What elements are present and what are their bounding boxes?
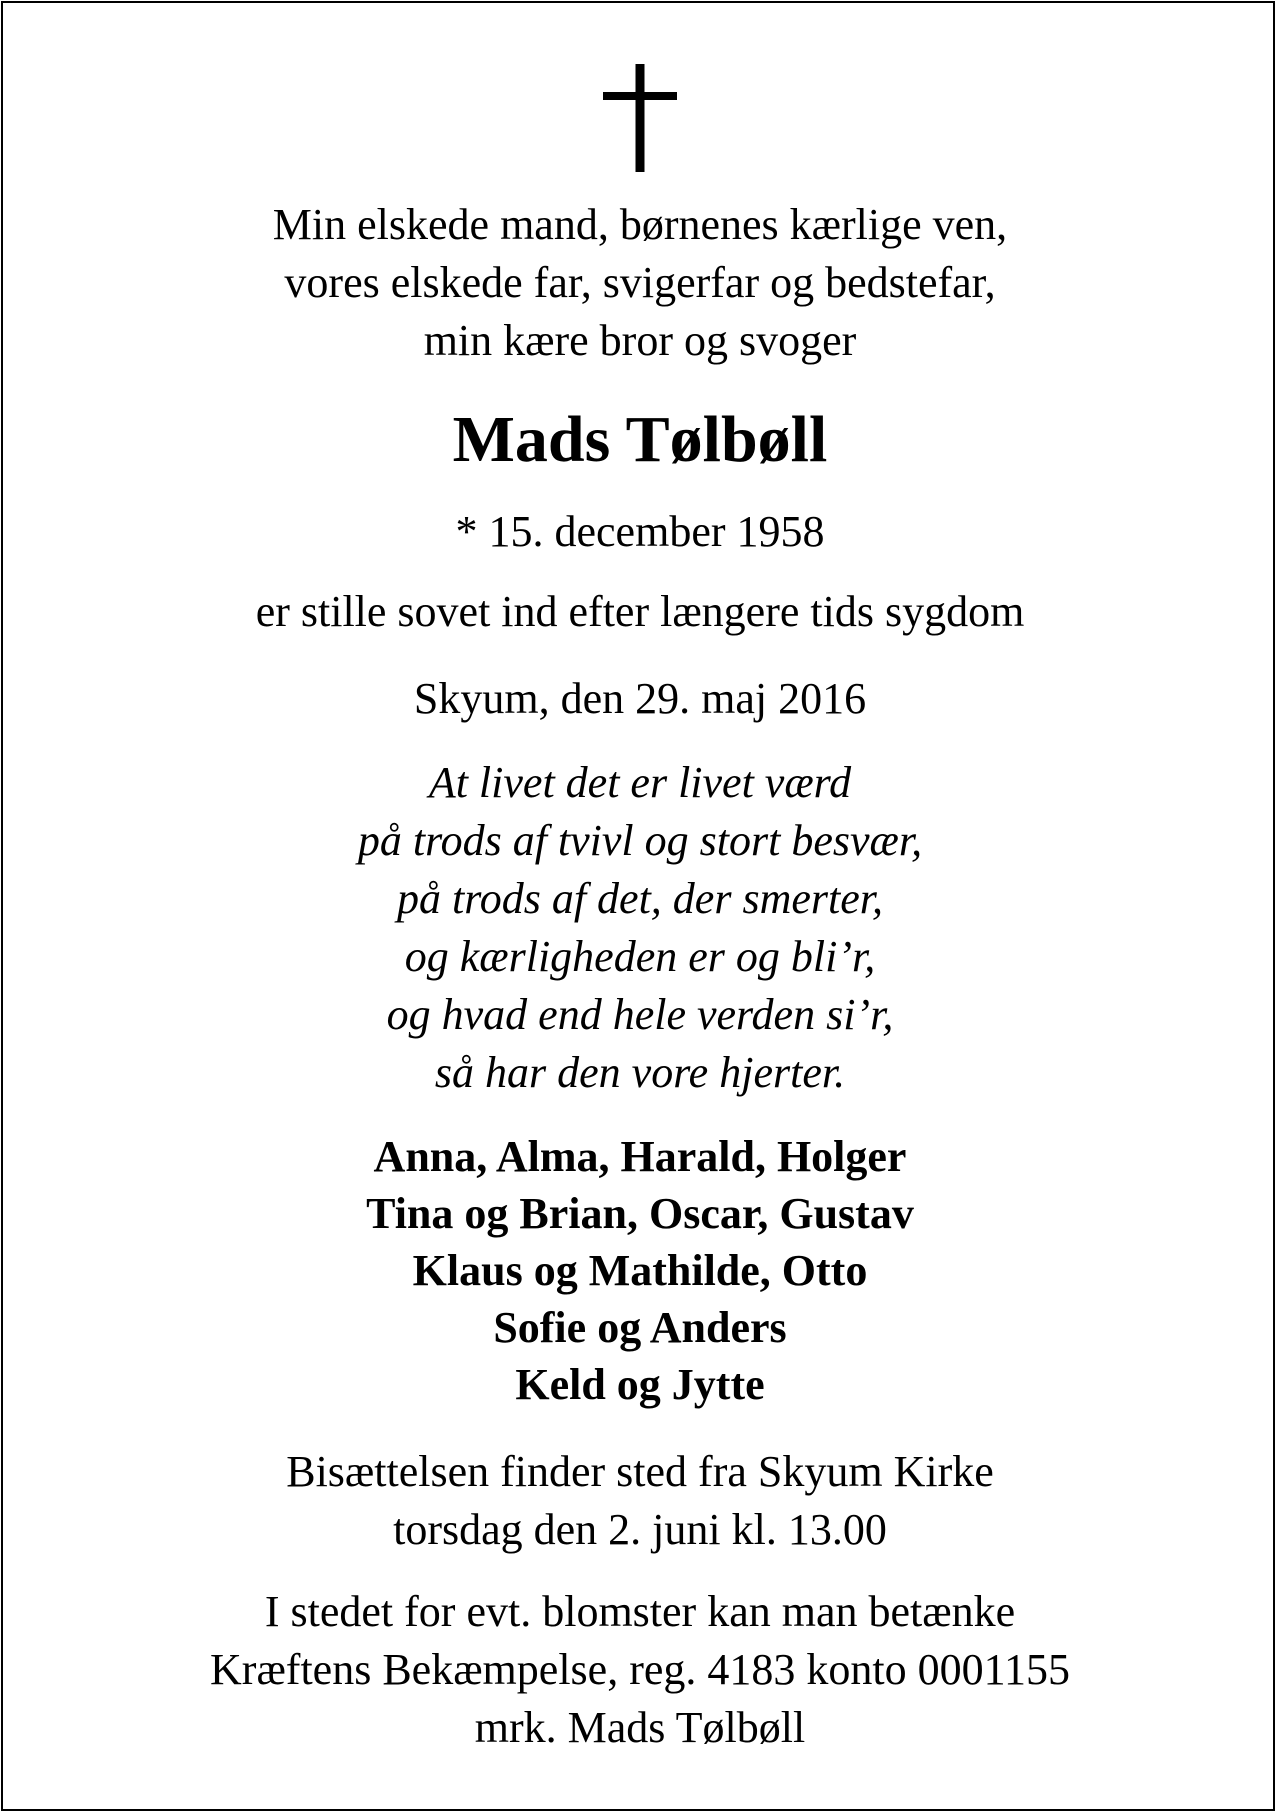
poem-line: og kærligheden er og bli’r, <box>404 932 876 981</box>
donation-line: Kræftens Bekæmpelse, reg. 4183 konto 0001155 <box>210 1645 1070 1694</box>
donation-line: mrk. Mads Tølbøll <box>474 1703 806 1752</box>
family-line: Tina og Brian, Oscar, Gustav <box>366 1189 914 1238</box>
death-statement: er stille sovet ind efter længere tids sygdom <box>255 587 1025 636</box>
poem-line: på trods af det, der smerter, <box>396 874 884 923</box>
service-line: torsdag den 2. juni kl. 13.00 <box>393 1505 887 1554</box>
intro-line: min kære bror og svoger <box>423 316 857 365</box>
intro-text <box>0 196 1280 370</box>
birth-date: * 15. december 1958 <box>455 507 825 556</box>
service-line: Bisættelsen finder sted fra Skyum Kirke <box>286 1447 994 1496</box>
funeral-service-info <box>0 1443 1280 1559</box>
poem-line: så har den vore hjerter. <box>434 1048 846 1097</box>
poem-line: på trods af tvivl og stort besvær, <box>357 816 923 865</box>
deceased-name: Mads Tølbøll <box>452 403 828 476</box>
family-line: Sofie og Anders <box>493 1303 787 1352</box>
intro-line: Min elskede mand, børnenes kærlige ven, <box>272 200 1008 249</box>
family-line: Anna, Alma, Harald, Holger <box>373 1132 907 1181</box>
donation-line: I stedet for evt. blomster kan man betænke <box>264 1587 1016 1636</box>
poem-line: og hvad end hele verden si’r, <box>386 990 894 1039</box>
family-signatures <box>0 1128 1280 1413</box>
poem <box>0 754 1280 1102</box>
intro-line: vores elskede far, svigerfar og bedstefar, <box>284 258 996 307</box>
poem-line: At livet det er livet værd <box>428 758 852 807</box>
place-and-date: Skyum, den 29. maj 2016 <box>413 674 867 723</box>
cross-icon <box>0 64 1280 172</box>
donation-info <box>0 1583 1280 1757</box>
family-line: Klaus og Mathilde, Otto <box>412 1246 868 1295</box>
family-line: Keld og Jytte <box>515 1360 765 1409</box>
